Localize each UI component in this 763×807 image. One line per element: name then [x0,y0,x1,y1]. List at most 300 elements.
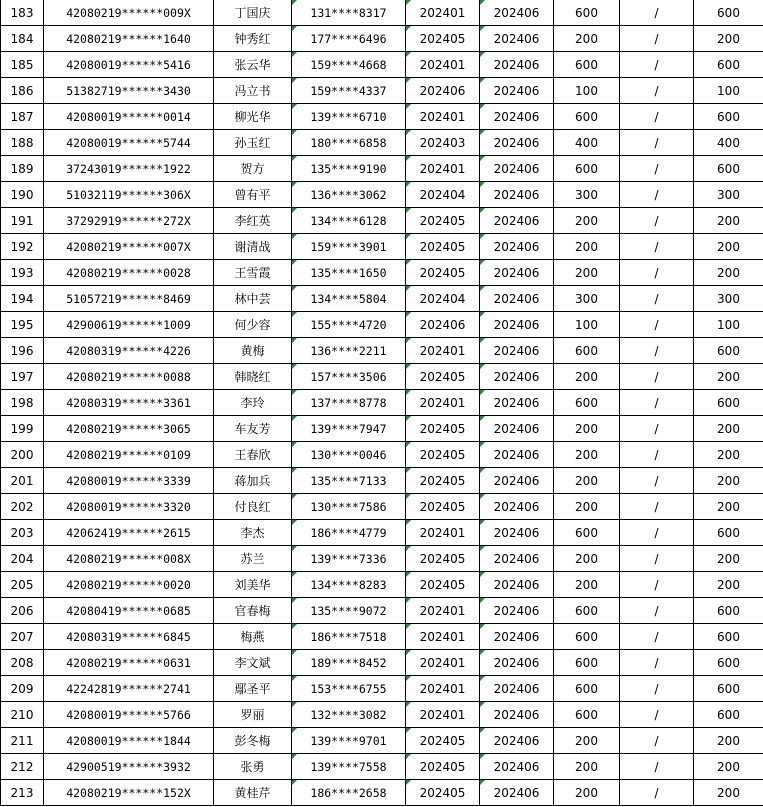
cell-id-number: 42900619******1009 [44,312,214,338]
cell-name: 张云华 [214,52,292,78]
cell-end-month: 202406 [480,728,554,754]
cell-start-month: 202404 [406,286,480,312]
cell-phone: 139****9701 [292,728,406,754]
cell-start-month: 202406 [406,312,480,338]
cell-total: 200 [694,780,763,806]
cell-amount: 200 [554,442,620,468]
cell-name: 彭冬梅 [214,728,292,754]
cell-name: 黄桂芹 [214,780,292,806]
cell-start-month: 202401 [406,104,480,130]
cell-phone: 135****9072 [292,598,406,624]
cell-name: 李红英 [214,208,292,234]
cell-name: 张勇 [214,754,292,780]
cell-index: 202 [1,494,44,520]
cell-total: 200 [694,442,763,468]
cell-name: 何少容 [214,312,292,338]
cell-end-month: 202406 [480,338,554,364]
cell-end-month: 202406 [480,546,554,572]
cell-index: 189 [1,156,44,182]
cell-index: 183 [1,0,44,26]
cell-start-month: 202405 [406,728,480,754]
cell-start-month: 202401 [406,650,480,676]
cell-other: / [620,702,694,728]
cell-id-number: 42080219******008X [44,546,214,572]
cell-total: 600 [694,104,763,130]
cell-index: 203 [1,520,44,546]
cell-other: / [620,78,694,104]
cell-start-month: 202404 [406,182,480,208]
cell-name: 曾有平 [214,182,292,208]
table-row [1,624,763,650]
cell-other: / [620,104,694,130]
cell-index: 211 [1,728,44,754]
cell-total: 600 [694,520,763,546]
table-row [1,286,763,312]
table-row [1,442,763,468]
cell-id-number: 42062419******2615 [44,520,214,546]
cell-end-month: 202406 [480,780,554,806]
cell-start-month: 202405 [406,754,480,780]
cell-amount: 200 [554,728,620,754]
cell-total: 200 [694,754,763,780]
cell-name: 钟秀红 [214,26,292,52]
cell-other: / [620,182,694,208]
cell-amount: 200 [554,780,620,806]
cell-start-month: 202406 [406,78,480,104]
cell-end-month: 202406 [480,130,554,156]
cell-index: 200 [1,442,44,468]
cell-id-number: 42080319******6845 [44,624,214,650]
cell-other: / [620,208,694,234]
cell-start-month: 202405 [406,208,480,234]
cell-start-month: 202405 [406,442,480,468]
cell-phone: 134****8283 [292,572,406,598]
table-row [1,208,763,234]
cell-index: 208 [1,650,44,676]
table-row [1,26,763,52]
cell-id-number: 42080019******5416 [44,52,214,78]
cell-end-month: 202406 [480,52,554,78]
table-row [1,130,763,156]
cell-amount: 200 [554,26,620,52]
cell-id-number: 37292919******272X [44,208,214,234]
cell-start-month: 202405 [406,780,480,806]
cell-phone: 189****8452 [292,650,406,676]
table-row [1,182,763,208]
cell-index: 196 [1,338,44,364]
table-row [1,650,763,676]
cell-name: 鄢圣平 [214,676,292,702]
cell-total: 200 [694,416,763,442]
cell-end-month: 202406 [480,572,554,598]
cell-phone: 186****4779 [292,520,406,546]
cell-total: 600 [694,702,763,728]
cell-total: 300 [694,286,763,312]
cell-phone: 186****7518 [292,624,406,650]
cell-index: 186 [1,78,44,104]
cell-name: 黄梅 [214,338,292,364]
cell-total: 400 [694,130,763,156]
table-row [1,78,763,104]
cell-phone: 155****4720 [292,312,406,338]
cell-index: 190 [1,182,44,208]
cell-start-month: 202405 [406,234,480,260]
cell-name: 王春欣 [214,442,292,468]
cell-other: / [620,26,694,52]
cell-other: / [620,52,694,78]
cell-other: / [620,624,694,650]
cell-index: 188 [1,130,44,156]
cell-start-month: 202401 [406,338,480,364]
cell-id-number: 42900519******3932 [44,754,214,780]
cell-name: 梅燕 [214,624,292,650]
cell-start-month: 202401 [406,52,480,78]
cell-other: / [620,156,694,182]
cell-amount: 300 [554,182,620,208]
table-row [1,702,763,728]
cell-end-month: 202406 [480,702,554,728]
cell-amount: 600 [554,520,620,546]
cell-index: 206 [1,598,44,624]
cell-end-month: 202406 [480,78,554,104]
cell-other: / [620,442,694,468]
cell-start-month: 202405 [406,26,480,52]
cell-phone: 135****7133 [292,468,406,494]
cell-end-month: 202406 [480,0,554,26]
table-row [1,260,763,286]
cell-id-number: 42080319******4226 [44,338,214,364]
cell-phone: 139****6710 [292,104,406,130]
cell-total: 600 [694,52,763,78]
cell-end-month: 202406 [480,624,554,650]
cell-phone: 159****4668 [292,52,406,78]
cell-end-month: 202406 [480,26,554,52]
cell-total: 200 [694,234,763,260]
cell-end-month: 202406 [480,598,554,624]
cell-amount: 600 [554,676,620,702]
cell-total: 200 [694,468,763,494]
table-row [1,494,763,520]
cell-phone: 131****8317 [292,0,406,26]
cell-index: 195 [1,312,44,338]
cell-id-number: 42080219******152X [44,780,214,806]
cell-name: 官春梅 [214,598,292,624]
cell-end-month: 202406 [480,676,554,702]
cell-total: 300 [694,182,763,208]
cell-phone: 137****8778 [292,390,406,416]
cell-index: 213 [1,780,44,806]
cell-end-month: 202406 [480,156,554,182]
cell-other: / [620,520,694,546]
cell-amount: 600 [554,624,620,650]
table-row [1,728,763,754]
cell-index: 185 [1,52,44,78]
cell-amount: 600 [554,650,620,676]
cell-amount: 600 [554,390,620,416]
cell-id-number: 42242819******2741 [44,676,214,702]
cell-index: 197 [1,364,44,390]
cell-name: 刘美华 [214,572,292,598]
cell-phone: 135****9190 [292,156,406,182]
cell-id-number: 51032119******306X [44,182,214,208]
cell-total: 600 [694,676,763,702]
cell-index: 204 [1,546,44,572]
cell-end-month: 202406 [480,754,554,780]
cell-name: 李文斌 [214,650,292,676]
cell-end-month: 202406 [480,234,554,260]
cell-index: 209 [1,676,44,702]
cell-phone: 135****1650 [292,260,406,286]
cell-amount: 100 [554,78,620,104]
cell-total: 200 [694,260,763,286]
cell-id-number: 42080019******1844 [44,728,214,754]
cell-name: 车友芳 [214,416,292,442]
cell-id-number: 42080019******0014 [44,104,214,130]
cell-total: 200 [694,546,763,572]
table-row [1,546,763,572]
cell-start-month: 202401 [406,156,480,182]
table-row [1,780,763,806]
cell-other: / [620,728,694,754]
cell-start-month: 202405 [406,260,480,286]
cell-start-month: 202401 [406,0,480,26]
cell-phone: 157****3506 [292,364,406,390]
cell-id-number: 42080219******0088 [44,364,214,390]
cell-start-month: 202403 [406,130,480,156]
cell-phone: 139****7558 [292,754,406,780]
cell-name: 柳光华 [214,104,292,130]
table-row [1,572,763,598]
table-row [1,676,763,702]
table-row [1,416,763,442]
cell-index: 184 [1,26,44,52]
cell-total: 200 [694,26,763,52]
cell-end-month: 202406 [480,520,554,546]
cell-total: 100 [694,78,763,104]
cell-start-month: 202405 [406,364,480,390]
cell-id-number: 42080019******3339 [44,468,214,494]
cell-amount: 600 [554,52,620,78]
cell-amount: 600 [554,702,620,728]
cell-name: 谢清战 [214,234,292,260]
cell-amount: 600 [554,598,620,624]
cell-other: / [620,572,694,598]
cell-id-number: 42080019******3320 [44,494,214,520]
cell-id-number: 42080219******007X [44,234,214,260]
table-row [1,520,763,546]
cell-end-month: 202406 [480,442,554,468]
cell-phone: 159****4337 [292,78,406,104]
cell-index: 207 [1,624,44,650]
cell-id-number: 42080219******0020 [44,572,214,598]
cell-end-month: 202406 [480,390,554,416]
cell-name: 王雪霞 [214,260,292,286]
cell-other: / [620,234,694,260]
cell-other: / [620,650,694,676]
table-row [1,390,763,416]
cell-start-month: 202405 [406,546,480,572]
table-row [1,312,763,338]
cell-phone: 153****6755 [292,676,406,702]
cell-index: 193 [1,260,44,286]
cell-amount: 200 [554,572,620,598]
cell-total: 200 [694,572,763,598]
cell-phone: 134****6128 [292,208,406,234]
cell-amount: 200 [554,364,620,390]
table-row [1,754,763,780]
cell-total: 600 [694,624,763,650]
cell-name: 丁国庆 [214,0,292,26]
cell-phone: 130****7586 [292,494,406,520]
cell-other: / [620,676,694,702]
cell-name: 苏兰 [214,546,292,572]
cell-start-month: 202401 [406,676,480,702]
cell-index: 191 [1,208,44,234]
cell-other: / [620,364,694,390]
cell-other: / [620,494,694,520]
cell-id-number: 42080219******0631 [44,650,214,676]
cell-amount: 200 [554,208,620,234]
cell-phone: 180****6858 [292,130,406,156]
cell-index: 201 [1,468,44,494]
cell-amount: 200 [554,546,620,572]
cell-name: 林中芸 [214,286,292,312]
cell-end-month: 202406 [480,312,554,338]
cell-end-month: 202406 [480,182,554,208]
cell-other: / [620,390,694,416]
cell-other: / [620,130,694,156]
cell-id-number: 42080319******3361 [44,390,214,416]
cell-phone: 159****3901 [292,234,406,260]
cell-end-month: 202406 [480,494,554,520]
cell-amount: 400 [554,130,620,156]
cell-start-month: 202401 [406,702,480,728]
cell-end-month: 202406 [480,260,554,286]
cell-start-month: 202405 [406,494,480,520]
cell-amount: 100 [554,312,620,338]
cell-start-month: 202405 [406,572,480,598]
cell-index: 198 [1,390,44,416]
cell-amount: 200 [554,754,620,780]
table-row [1,52,763,78]
cell-name: 李杰 [214,520,292,546]
table-row [1,234,763,260]
cell-other: / [620,598,694,624]
cell-phone: 139****7336 [292,546,406,572]
cell-total: 200 [694,728,763,754]
cell-phone: 132****3082 [292,702,406,728]
cell-start-month: 202405 [406,416,480,442]
cell-other: / [620,754,694,780]
cell-start-month: 202405 [406,468,480,494]
cell-index: 192 [1,234,44,260]
cell-phone: 130****0046 [292,442,406,468]
cell-total: 600 [694,650,763,676]
cell-amount: 600 [554,338,620,364]
cell-total: 600 [694,156,763,182]
cell-amount: 200 [554,494,620,520]
cell-phone: 139****7947 [292,416,406,442]
cell-name: 蒋加兵 [214,468,292,494]
cell-amount: 200 [554,468,620,494]
cell-amount: 200 [554,416,620,442]
cell-end-month: 202406 [480,650,554,676]
cell-amount: 600 [554,156,620,182]
cell-total: 600 [694,390,763,416]
table-row [1,364,763,390]
cell-name: 李玲 [214,390,292,416]
cell-end-month: 202406 [480,468,554,494]
cell-total: 200 [694,208,763,234]
table-row [1,468,763,494]
cell-start-month: 202401 [406,390,480,416]
cell-start-month: 202401 [406,624,480,650]
cell-other: / [620,338,694,364]
cell-id-number: 42080419******0685 [44,598,214,624]
cell-total: 600 [694,598,763,624]
cell-total: 200 [694,364,763,390]
cell-id-number: 42080019******5744 [44,130,214,156]
cell-id-number: 51382719******3430 [44,78,214,104]
cell-other: / [620,312,694,338]
cell-id-number: 42080219******009X [44,0,214,26]
cell-phone: 136****2211 [292,338,406,364]
table-row [1,338,763,364]
cell-phone: 134****5804 [292,286,406,312]
cell-start-month: 202401 [406,520,480,546]
cell-amount: 200 [554,234,620,260]
cell-start-month: 202401 [406,598,480,624]
cell-name: 付良红 [214,494,292,520]
cell-phone: 177****6496 [292,26,406,52]
cell-total: 600 [694,0,763,26]
cell-name: 冯立书 [214,78,292,104]
cell-other: / [620,0,694,26]
cell-amount: 200 [554,260,620,286]
cell-end-month: 202406 [480,416,554,442]
cell-index: 194 [1,286,44,312]
cell-end-month: 202406 [480,208,554,234]
cell-total: 600 [694,338,763,364]
cell-name: 罗丽 [214,702,292,728]
cell-amount: 600 [554,104,620,130]
cell-other: / [620,468,694,494]
table-row [1,104,763,130]
cell-id-number: 42080019******5766 [44,702,214,728]
cell-phone: 136****3062 [292,182,406,208]
cell-name: 孙玉红 [214,130,292,156]
cell-end-month: 202406 [480,364,554,390]
cell-amount: 300 [554,286,620,312]
cell-other: / [620,286,694,312]
cell-id-number: 42080219******3065 [44,416,214,442]
table-row [1,598,763,624]
cell-index: 187 [1,104,44,130]
cell-id-number: 42080219******0028 [44,260,214,286]
cell-total: 100 [694,312,763,338]
cell-other: / [620,416,694,442]
cell-phone: 186****2658 [292,780,406,806]
cell-index: 210 [1,702,44,728]
cell-index: 199 [1,416,44,442]
table-row [1,156,763,182]
cell-name: 贺方 [214,156,292,182]
cell-amount: 600 [554,0,620,26]
cell-other: / [620,780,694,806]
cell-index: 205 [1,572,44,598]
cell-index: 212 [1,754,44,780]
cell-end-month: 202406 [480,286,554,312]
